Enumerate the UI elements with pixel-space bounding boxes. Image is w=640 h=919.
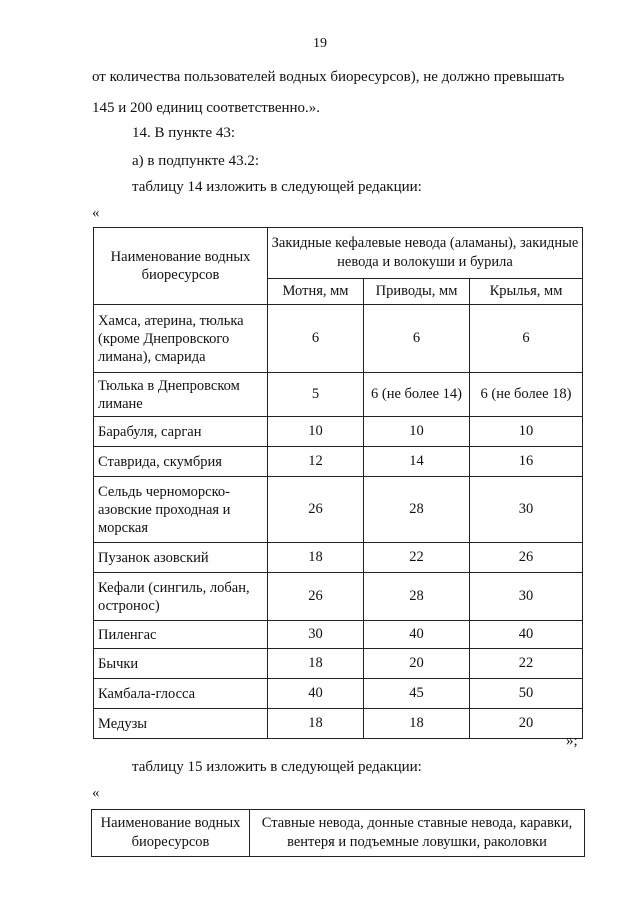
motnya-cell: 12 (268, 447, 364, 477)
species-cell: Барабуля, сарган (94, 417, 268, 447)
species-cell: Тюлька в Днепровском лимане (94, 373, 268, 417)
krylya-cell: 20 (470, 709, 583, 739)
species-cell: Пузанок азовский (94, 543, 268, 573)
motnya-cell: 18 (268, 709, 364, 739)
table-row (94, 679, 583, 709)
privody-cell: 28 (364, 477, 470, 543)
motnya-cell: 30 (268, 621, 364, 649)
subitem-a: а) в подпункте 43.2: (132, 153, 259, 169)
table-row (94, 305, 583, 373)
krylya-cell: 16 (470, 447, 583, 477)
close-quote: »; (566, 733, 578, 749)
table-row (94, 477, 583, 543)
motnya-cell: 5 (268, 373, 364, 417)
krylya-cell: 30 (470, 573, 583, 621)
motnya-cell: 18 (268, 649, 364, 679)
privody-cell: 10 (364, 417, 470, 447)
krylya-cell: 6 (не более 18) (470, 373, 583, 417)
krylya-cell: 26 (470, 543, 583, 573)
motnya-cell: 40 (268, 679, 364, 709)
page-number: 19 (313, 36, 327, 51)
header-motnya: Мотня, мм (268, 279, 364, 305)
t15-header-species-name: Наименование водных биоресурсов (92, 810, 250, 857)
table-row (94, 373, 583, 417)
table-row (94, 543, 583, 573)
table-row (94, 417, 583, 447)
table-row (94, 709, 583, 739)
privody-cell: 6 (364, 305, 470, 373)
privody-cell: 22 (364, 543, 470, 573)
paragraph-line-1: от количества пользователей водных биоресурсов), не должно превышать (92, 69, 565, 85)
table-14 (93, 227, 583, 739)
table-row (94, 447, 583, 477)
krylya-cell: 40 (470, 621, 583, 649)
header-krylya: Крылья, мм (470, 279, 583, 305)
species-cell: Пиленгас (94, 621, 268, 649)
paragraph-line-2: 145 и 200 единиц соответственно.». (92, 100, 321, 116)
privody-cell: 40 (364, 621, 470, 649)
species-cell: Хамса, атерина, тюлька (кроме Днепровского лимана), смарида (94, 305, 268, 373)
header-species-name: Наименование водных биоресурсов (94, 228, 268, 305)
motnya-cell: 10 (268, 417, 364, 447)
privody-cell: 18 (364, 709, 470, 739)
privody-cell: 28 (364, 573, 470, 621)
species-cell: Кефали (сингиль, лобан, остронос) (94, 573, 268, 621)
species-cell: Камбала-глосса (94, 679, 268, 709)
header-gear-group: Закидные кефалевые невода (аламаны), закидные невода и волокуши и бурила (268, 228, 583, 279)
table15-intro: таблицу 15 изложить в следующей редакции: (132, 759, 422, 775)
open-quote-2: « (92, 785, 100, 801)
table-row (94, 573, 583, 621)
motnya-cell: 26 (268, 477, 364, 543)
table-row (94, 621, 583, 649)
motnya-cell: 26 (268, 573, 364, 621)
species-cell: Сельдь черноморско-азовские проходная и морская (94, 477, 268, 543)
species-cell: Медузы (94, 709, 268, 739)
privody-cell: 45 (364, 679, 470, 709)
krylya-cell: 22 (470, 649, 583, 679)
open-quote: « (92, 205, 100, 221)
item-14: 14. В пункте 43: (132, 125, 236, 141)
privody-cell: 6 (не более 14) (364, 373, 470, 417)
header-privody: Приводы, мм (364, 279, 470, 305)
krylya-cell: 50 (470, 679, 583, 709)
krylya-cell: 6 (470, 305, 583, 373)
table14-intro: таблицу 14 изложить в следующей редакции: (132, 179, 422, 195)
krylya-cell: 10 (470, 417, 583, 447)
privody-cell: 20 (364, 649, 470, 679)
species-cell: Бычки (94, 649, 268, 679)
species-cell: Ставрида, скумбрия (94, 447, 268, 477)
table-row (94, 649, 583, 679)
t15-header-gear-group: Ставные невода, донные ставные невода, каравки, вентеря и подъемные ловушки, раколовки (250, 810, 585, 857)
table-15 (91, 809, 585, 857)
motnya-cell: 18 (268, 543, 364, 573)
motnya-cell: 6 (268, 305, 364, 373)
krylya-cell: 30 (470, 477, 583, 543)
privody-cell: 14 (364, 447, 470, 477)
